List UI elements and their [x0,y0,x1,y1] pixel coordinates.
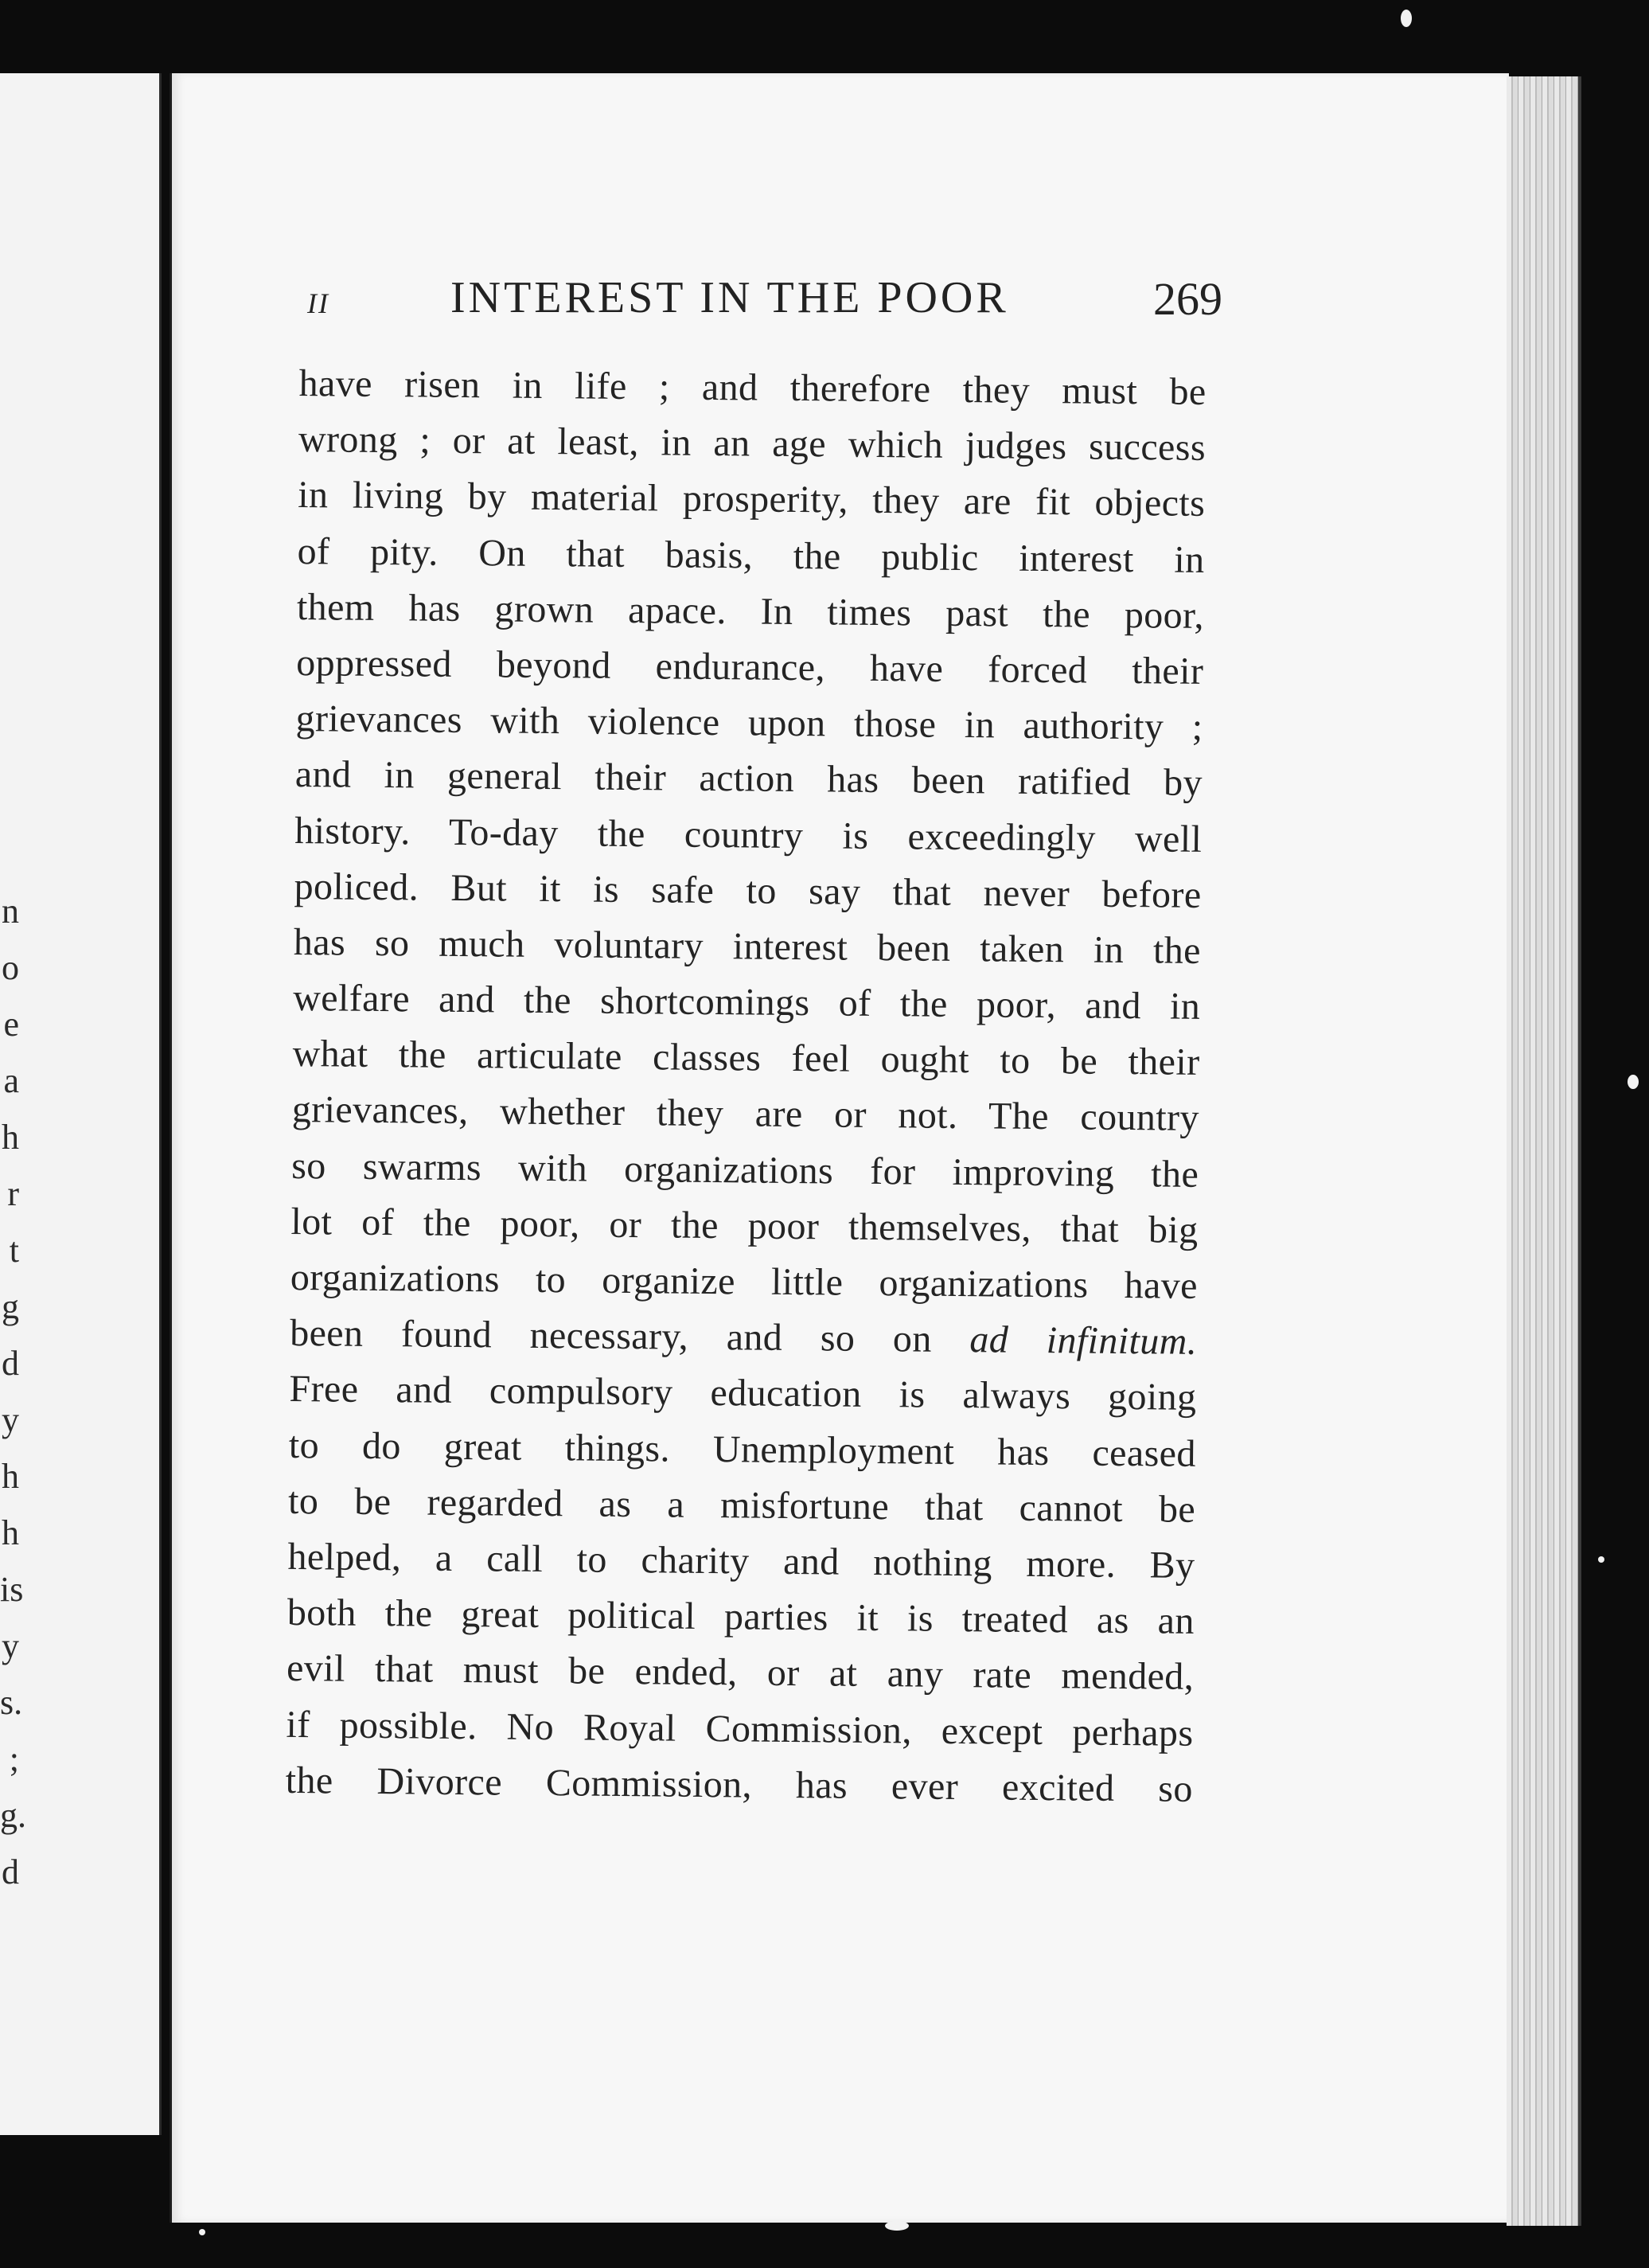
text-line: and in general their action has been ratified by [294,753,1203,805]
text-line: evil that must be ended, or at any rate mended, [286,1647,1195,1699]
text-line: have risen in life ; and therefore they must be [298,361,1207,413]
left-page-fragment: is [0,1570,24,1609]
text-line: of pity. On that basis, the public interest in [297,529,1205,581]
left-page-fragment: y [2,1400,19,1439]
left-page-fragment: d [2,1852,19,1891]
text-line: oppressed beyond endurance, have forced their [296,641,1204,693]
left-page-fragment: t [9,1231,19,1270]
left-page-fragment: o [2,948,19,987]
right-page [170,73,1509,2223]
dust-speck [1598,1556,1604,1563]
text-line: if possible. No Royal Commission, except perhaps [286,1703,1194,1755]
dust-speck [199,2229,205,2235]
text-line: grievances with violence upon those in authority ; [295,697,1203,749]
section-mark: II [307,287,329,319]
left-page-fragment: n [2,892,19,931]
text-line: policed. But it is safe to say that never before [294,865,1202,916]
left-page-fragment: g [2,1287,19,1326]
body-text [285,356,1206,1817]
text-line: been found necessary, and so on ad infinitum. [289,1312,1198,1364]
running-head [307,264,1222,336]
chapter-title: INTEREST IN THE POOR [450,273,1009,322]
text-line: both the great political parties it is treated as an [287,1591,1195,1642]
left-page-fragment: h [2,1118,19,1157]
text-line: helped, a call to charity and nothing more. By [287,1535,1195,1587]
text-line: what the articulate classes feel ought to be their [292,1033,1200,1084]
dust-speck [1401,10,1412,27]
text-line: grievances, whether they are or not. The country [291,1088,1200,1140]
text-line: in living by material prosperity, they are fit objects [298,474,1206,525]
text-line: lot of the poor, or the poor themselves, that big [290,1200,1199,1251]
dust-speck [1628,1075,1639,1089]
page-number: 269 [1153,273,1222,325]
text-line: Free and compulsory education is always going [289,1368,1197,1419]
left-page-fragment: h [2,1513,19,1552]
left-facing-page [0,73,162,2135]
left-page-fragment: a [3,1061,19,1100]
left-page-fragment: s. [0,1683,23,1722]
text-line: organizations to organize little organizations have [290,1255,1199,1307]
text-line: to do great things. Unemployment has ceased [288,1423,1197,1475]
text-line: so swarms with organizations for improving the [290,1144,1199,1196]
text-line: has so much voluntary interest been taken in the [293,920,1202,972]
text-line: to be regarded as a misfortune that cannot be [287,1479,1196,1531]
left-page-fragment: e [3,1005,19,1044]
text-line: history. To-day the country is exceedingly well [294,809,1203,861]
left-page-fragment: y [2,1626,19,1665]
left-page-fragment: g. [0,1796,26,1835]
text-line: welfare and the shortcomings of the poor, and in [293,977,1201,1028]
left-page-fragment: ; [9,1739,19,1778]
page-edge-stack [1507,76,1581,2226]
text-line: the Divorce Commission, has ever excited so [285,1759,1194,1810]
text-line: them has grown apace. In times past the poor, [296,585,1205,637]
left-page-fragment: r [7,1174,19,1213]
left-page-fragment: h [2,1457,19,1496]
text-line: wrong ; or at least, in an age which judges success [298,418,1207,470]
italic-phrase: ad infinitum. [969,1318,1198,1364]
dust-speck [885,2221,909,2231]
left-page-fragment: d [2,1344,19,1383]
